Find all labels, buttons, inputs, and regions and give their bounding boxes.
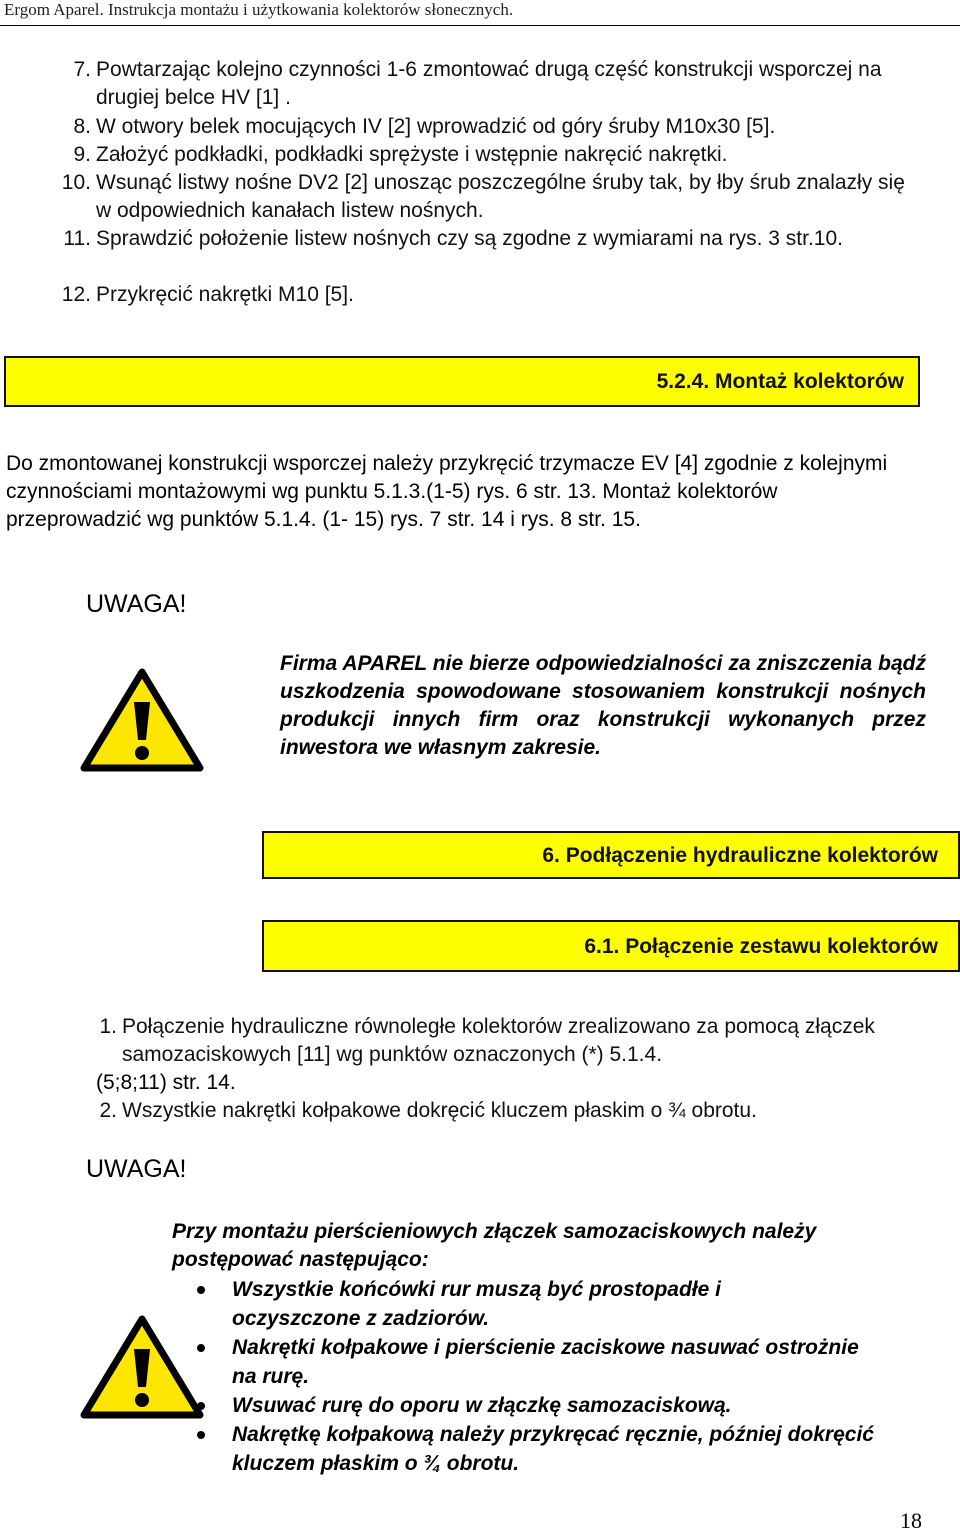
section-banner-6-1 xyxy=(262,920,960,972)
list-item xyxy=(99,1097,922,1125)
list-text: Wszystkie nakrętki kołpakowe dokręcić kluczem płaskim o ¾ obrotu. xyxy=(122,1099,757,1122)
step-number: 10. xyxy=(61,171,91,194)
header-rule xyxy=(0,25,960,26)
step-text: Sprawdzić położenie listew nośnych czy są zgodne z wymiarami na rys. 3 str.10. xyxy=(96,227,843,250)
list-item xyxy=(99,1013,922,1069)
section-heading: 6.1. Połączenie zestawu kolektorów xyxy=(584,935,938,958)
step-item xyxy=(73,141,936,169)
bullet-item xyxy=(232,1333,872,1391)
list-text: Połączenie hydrauliczne równoległe kolektorów zrealizowano za pomocą złączek samozaciskowych [11] wg punktów oznaczonych (*) 5.1.4. xyxy=(122,1015,875,1066)
section-heading: 6. Podłączenie hydrauliczne kolektorów xyxy=(542,844,938,867)
step-text: Wsunąć listwy nośne DV2 [2] unosząc poszczególne śruby tak, by łby śrub znalazły się w odpowiednich kanałach listew nośnych. xyxy=(96,171,905,222)
step-item xyxy=(73,56,896,112)
list-number: 1. xyxy=(99,1015,117,1038)
bullet-item xyxy=(232,1420,892,1478)
section-banner-5-2-4 xyxy=(4,356,920,407)
section-banner-6 xyxy=(262,831,960,879)
step-text: Założyć podkładki, podkładki sprężyste i wstępnie nakręcić nakrętki. xyxy=(96,143,728,166)
step-item xyxy=(73,113,936,141)
step-text: Przykręcić nakrętki M10 [5]. xyxy=(96,283,354,306)
step-text: W otwory belek mocujących IV [2] wprowadzić od góry śruby M10x30 [5]. xyxy=(96,115,776,138)
step-number: 11. xyxy=(63,227,91,250)
step-item xyxy=(61,281,856,309)
step-number: 9. xyxy=(73,143,91,166)
warning-triangle-icon xyxy=(80,668,204,772)
bullet-text: Nakrętkę kołpakową należy przykręcać ręcznie, później dokręcić kluczem płaskim o ¾ obrotu. xyxy=(232,1423,874,1475)
bullet-text: Nakrętki kołpakowe i pierścienie zaciskowe nasuwać ostrożnie na rurę. xyxy=(232,1336,859,1388)
bullet-text: Wszystkie końcówki rur muszą być prostopadłe i oczyszczone z zadziorów. xyxy=(232,1278,721,1330)
step-number: 8. xyxy=(73,115,91,138)
bullet-dot xyxy=(197,1344,205,1352)
bullet-dot xyxy=(197,1402,205,1410)
running-header: Ergom Aparel. Instrukcja montażu i użytkowania kolektorów słonecznych. xyxy=(4,0,514,19)
section-paragraph: Do zmontowanej konstrukcji wsporczej należy przykręcić trzymacze EV [4] zgodnie z kolejnymi czynnościami montażowymi wg punktu 5.1.3.(1-5) rys. 6 str. 13. Montaż kolektorów przeprowadzić wg punktów 5.1.4. (1- 15) rys. 7 str. 14 i rys. 8 str. 15. xyxy=(6,452,888,531)
step-item xyxy=(63,225,856,253)
bullet-dot xyxy=(197,1431,205,1439)
step-text: Powtarzając kolejno czynności 1-6 zmontować drugą część konstrukcji wsporczej na drugiej belce HV [1] . xyxy=(96,58,882,109)
step-number: 7. xyxy=(73,58,91,81)
section-heading: 5.2.4. Montaż kolektorów xyxy=(656,370,904,393)
warning-intro: Przy montażu pierścieniowych złączek samozaciskowych należy postępować następująco: xyxy=(172,1220,817,1271)
warning-title: UWAGA! xyxy=(86,590,187,618)
bullet-text: Wsuwać rurę do oporu w złączkę samozaciskową. xyxy=(232,1394,732,1417)
warning-text: Firma APAREL nie bierze odpowiedzialności za zniszczenia bądź uszkodzenia spowodowane stosowaniem konstrukcji nośnych produkcji innych firm oraz konstrukcji wykonanych przez inwestora we własnym zakresie. xyxy=(280,652,926,759)
bullet-item xyxy=(232,1391,932,1420)
warning-title: UWAGA! xyxy=(86,1155,187,1183)
list-number: 2. xyxy=(99,1099,117,1122)
page-number: 18 xyxy=(900,1508,922,1533)
bullet-item xyxy=(232,1275,812,1333)
step-item xyxy=(61,169,916,225)
bullet-dot xyxy=(197,1286,205,1294)
step-number: 12. xyxy=(61,283,91,306)
warning-triangle-icon xyxy=(80,1315,204,1419)
list-continuation: (5;8;11) str. 14. xyxy=(96,1071,236,1094)
